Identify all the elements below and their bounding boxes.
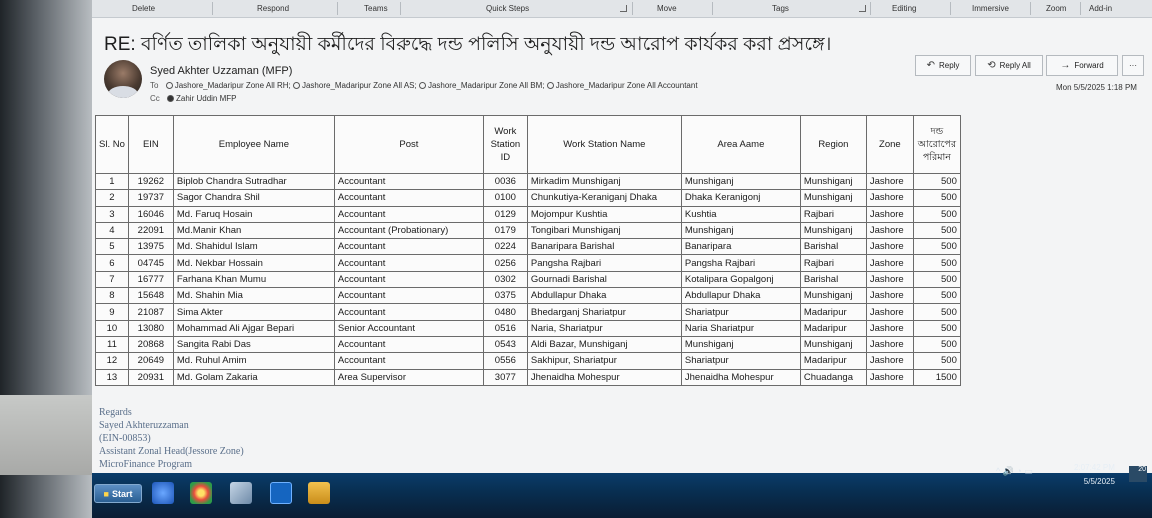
avatar-shirt xyxy=(108,86,138,98)
cell-zone: Jashore xyxy=(866,336,913,352)
reply-all-icon: ⟲ xyxy=(987,60,996,71)
cell-sl: 1 xyxy=(96,174,129,190)
cell-zone: Jashore xyxy=(866,369,913,385)
cell-region: Chuadanga xyxy=(800,369,866,385)
table-row xyxy=(96,304,961,320)
cell-post: Area Supervisor xyxy=(334,369,483,385)
signature-line: (EIN-00853) xyxy=(99,433,151,444)
cell-employee-name: Sagor Chandra Shil xyxy=(173,190,334,206)
recipient[interactable]: Jashore_Madaripur Zone All Accountant xyxy=(555,81,698,90)
cell-work-station-name: Mirkadim Munshiganj xyxy=(527,174,681,190)
file-explorer-icon[interactable] xyxy=(308,482,330,504)
col-header-work-station-id: Work Station ID xyxy=(483,116,527,174)
start-button[interactable] xyxy=(94,484,142,503)
cell-penalty-amount: 500 xyxy=(913,255,960,271)
system-clock[interactable] xyxy=(1074,461,1115,489)
outlook-icon[interactable] xyxy=(270,482,292,504)
table-row xyxy=(96,174,961,190)
signature-line: Regards xyxy=(99,407,132,418)
cell-employee-name: Mohammad Ali Ajgar Bepari xyxy=(173,320,334,336)
employee-table xyxy=(95,115,961,386)
ribbon-group-tags[interactable]: Tags xyxy=(772,4,789,13)
table-row xyxy=(96,239,961,255)
cell-zone: Jashore xyxy=(866,190,913,206)
cell-sl: 12 xyxy=(96,353,129,369)
cell-penalty-amount: 500 xyxy=(913,206,960,222)
photo-bezel-left xyxy=(0,0,92,518)
cell-region: Munshiganj xyxy=(800,288,866,304)
table-row xyxy=(96,190,961,206)
presence-icon xyxy=(166,82,173,89)
cell-penalty-amount: 500 xyxy=(913,353,960,369)
cell-work-station-id: 0516 xyxy=(483,320,527,336)
sender-avatar[interactable] xyxy=(104,60,142,98)
table-row xyxy=(96,255,961,271)
cell-post: Accountant xyxy=(334,353,483,369)
chrome-icon[interactable] xyxy=(190,482,212,504)
presence-icon xyxy=(547,82,554,89)
reply-button[interactable] xyxy=(915,55,971,76)
cell-work-station-id: 0224 xyxy=(483,239,527,255)
signature-line: Assistant Zonal Head(Jessore Zone) xyxy=(99,446,244,457)
cell-employee-name: Sima Akter xyxy=(173,304,334,320)
cell-employee-name: Biplob Chandra Sutradhar xyxy=(173,174,334,190)
cell-sl: 8 xyxy=(96,288,129,304)
cell-ein: 20931 xyxy=(128,369,173,385)
cell-area-name: Dhaka Keranigonj xyxy=(681,190,800,206)
ribbon-group-immersive[interactable]: Immersive xyxy=(972,4,1009,13)
windows-logo-icon: ■ xyxy=(103,488,109,499)
cell-penalty-amount: 500 xyxy=(913,288,960,304)
employee-table-body xyxy=(96,174,961,386)
ribbon-group-delete[interactable]: Delete xyxy=(132,4,156,13)
cell-employee-name: Md.Manir Khan xyxy=(173,222,334,238)
ribbon-separator xyxy=(632,2,633,15)
cell-post: Accountant xyxy=(334,174,483,190)
ribbon-group-respond[interactable]: Respond xyxy=(257,4,290,13)
more-actions-button[interactable] xyxy=(1122,55,1144,76)
cell-zone: Jashore xyxy=(866,222,913,238)
cell-penalty-amount: 500 xyxy=(913,271,960,287)
cell-work-station-name: Chunkutiya-Keraniganj Dhaka xyxy=(527,190,681,206)
cell-employee-name: Md. Ruhul Amim xyxy=(173,353,334,369)
signature-line: MicroFinance Program xyxy=(99,459,193,470)
cell-post: Accountant xyxy=(334,288,483,304)
cell-work-station-name: Bhedarganj Shariatpur xyxy=(527,304,681,320)
cell-post: Accountant (Probationary) xyxy=(334,222,483,238)
presence-icon xyxy=(419,82,426,89)
col-header-penalty-amount: দন্ড আরোপের পরিমান xyxy=(913,116,960,174)
ribbon-separator xyxy=(400,2,401,15)
cell-area-name: Munshiganj xyxy=(681,336,800,352)
cell-zone: Jashore xyxy=(866,271,913,287)
ribbon-group-teams[interactable]: Teams xyxy=(364,4,388,13)
cell-ein: 21087 xyxy=(128,304,173,320)
table-row xyxy=(96,206,961,222)
cell-post: Accountant xyxy=(334,190,483,206)
cell-area-name: Abdullapur Dhaka xyxy=(681,288,800,304)
cell-work-station-id: 0179 xyxy=(483,222,527,238)
cell-region: Rajbari xyxy=(800,255,866,271)
ribbon-separator xyxy=(212,2,213,15)
cell-work-station-name: Sakhipur, Shariatpur xyxy=(527,353,681,369)
cell-post: Senior Accountant xyxy=(334,320,483,336)
cell-post: Accountant xyxy=(334,271,483,287)
cell-region: Madaripur xyxy=(800,320,866,336)
cell-employee-name: Md. Nekbar Hossain xyxy=(173,255,334,271)
table-row xyxy=(96,271,961,287)
cell-penalty-amount: 500 xyxy=(913,336,960,352)
desk-panel xyxy=(0,395,92,475)
cell-area-name: Munshiganj xyxy=(681,222,800,238)
cell-sl: 9 xyxy=(96,304,129,320)
cell-work-station-name: Aldi Bazar, Munshiganj xyxy=(527,336,681,352)
cell-sl: 11 xyxy=(96,336,129,352)
email-signature xyxy=(99,406,244,471)
cell-area-name: Kotalipara Gopalgonj xyxy=(681,271,800,287)
cell-penalty-amount: 500 xyxy=(913,190,960,206)
recipient[interactable]: Jashore_Madaripur Zone All BM; xyxy=(427,81,545,90)
cell-post: Accountant xyxy=(334,255,483,271)
cell-employee-name: Md. Shahin Mia xyxy=(173,288,334,304)
table-row xyxy=(96,320,961,336)
cell-sl: 4 xyxy=(96,222,129,238)
ribbon-separator xyxy=(950,2,951,15)
recipient[interactable]: Jashore_Madaripur Zone All AS; xyxy=(301,81,417,90)
presence-icon xyxy=(167,95,174,102)
cell-area-name: Shariatpur xyxy=(681,304,800,320)
cell-employee-name: Md. Golam Zakaria xyxy=(173,369,334,385)
table-header-row xyxy=(96,116,961,174)
ribbon-separator xyxy=(712,2,713,15)
cell-ein: 13975 xyxy=(128,239,173,255)
col-header-region: Region xyxy=(800,116,866,174)
ribbon xyxy=(92,0,1152,18)
table-row xyxy=(96,353,961,369)
cell-zone: Jashore xyxy=(866,174,913,190)
quick-steps-launcher-icon[interactable] xyxy=(620,5,627,12)
cell-ein: 15648 xyxy=(128,288,173,304)
col-header-ein: EIN xyxy=(128,116,173,174)
clock-time: 2:07:42 PM xyxy=(1074,463,1115,472)
cell-post: Accountant xyxy=(334,206,483,222)
cell-penalty-amount: 500 xyxy=(913,239,960,255)
forward-icon: → xyxy=(1060,60,1071,71)
cell-penalty-amount: 500 xyxy=(913,174,960,190)
cell-sl: 2 xyxy=(96,190,129,206)
col-header-area-name: Area Aame xyxy=(681,116,800,174)
cell-work-station-name: Jhenaidha Mohespur xyxy=(527,369,681,385)
cell-area-name: Jhenaidha Mohespur xyxy=(681,369,800,385)
cell-region: Munshiganj xyxy=(800,336,866,352)
more-icon: ··· xyxy=(1129,61,1137,70)
taskbar xyxy=(92,473,1152,518)
cell-region: Rajbari xyxy=(800,206,866,222)
cell-work-station-id: 0256 xyxy=(483,255,527,271)
cell-ein: 16777 xyxy=(128,271,173,287)
cell-sl: 5 xyxy=(96,239,129,255)
cell-region: Madaripur xyxy=(800,304,866,320)
system-tray[interactable]: ^ 🔊 ◔ ▭ xyxy=(996,466,1033,476)
sender-name[interactable]: Syed Akhter Uzzaman (MFP) xyxy=(150,65,293,77)
cell-area-name: Kushtia xyxy=(681,206,800,222)
ribbon-group-add-in[interactable]: Add-in xyxy=(1089,4,1113,13)
cell-employee-name: Md. Faruq Hosain xyxy=(173,206,334,222)
browser-edge-icon[interactable] xyxy=(152,482,174,504)
to-recipients xyxy=(150,81,698,90)
cell-post: Accountant xyxy=(334,304,483,320)
cell-area-name: Naria Shariatpur xyxy=(681,320,800,336)
forward-button[interactable] xyxy=(1046,55,1118,76)
col-header-sl: Sl. No xyxy=(96,116,129,174)
table-row xyxy=(96,222,961,238)
cell-penalty-amount: 1500 xyxy=(913,369,960,385)
ribbon-group-zoom[interactable]: Zoom xyxy=(1046,4,1067,13)
ribbon-separator xyxy=(1030,2,1031,15)
cell-employee-name: Sangita Rabi Das xyxy=(173,336,334,352)
cell-work-station-id: 0543 xyxy=(483,336,527,352)
cell-penalty-amount: 500 xyxy=(913,320,960,336)
cell-area-name: Pangsha Rajbari xyxy=(681,255,800,271)
cell-work-station-id: 0036 xyxy=(483,174,527,190)
cell-work-station-id: 0480 xyxy=(483,304,527,320)
image-viewer-icon[interactable] xyxy=(230,482,252,504)
cell-zone: Jashore xyxy=(866,320,913,336)
cell-ein: 20868 xyxy=(128,336,173,352)
cell-work-station-id: 3077 xyxy=(483,369,527,385)
cell-sl: 6 xyxy=(96,255,129,271)
forward-label: Forward xyxy=(1074,61,1104,70)
reply-label: Reply xyxy=(938,61,960,70)
cell-sl: 3 xyxy=(96,206,129,222)
cell-region: Munshiganj xyxy=(800,190,866,206)
cell-zone: Jashore xyxy=(866,239,913,255)
col-header-employee-name: Employee Name xyxy=(173,116,334,174)
cell-work-station-name: Abdullapur Dhaka xyxy=(527,288,681,304)
cell-ein: 04745 xyxy=(128,255,173,271)
cell-work-station-id: 0556 xyxy=(483,353,527,369)
cell-work-station-name: Tongibari Munshiganj xyxy=(527,222,681,238)
cell-post: Accountant xyxy=(334,336,483,352)
table-row xyxy=(96,336,961,352)
recipient[interactable]: Zahir Uddin MFP xyxy=(176,94,237,103)
ribbon-separator xyxy=(870,2,871,15)
cell-area-name: Munshiganj xyxy=(681,174,800,190)
col-header-work-station-name: Work Station Name xyxy=(527,116,681,174)
cell-work-station-name: Pangsha Rajbari xyxy=(527,255,681,271)
cell-ein: 19737 xyxy=(128,190,173,206)
cell-ein: 13080 xyxy=(128,320,173,336)
cell-zone: Jashore xyxy=(866,255,913,271)
cell-post: Accountant xyxy=(334,239,483,255)
cell-area-name: Banaripara xyxy=(681,239,800,255)
start-label: Start xyxy=(111,488,133,499)
presence-icon xyxy=(293,82,300,89)
cell-ein: 16046 xyxy=(128,206,173,222)
cell-sl: 10 xyxy=(96,320,129,336)
notification-count-badge[interactable]: 20 xyxy=(1129,466,1147,482)
cell-region: Barishal xyxy=(800,239,866,255)
cell-employee-name: Md. Shahidul Islam xyxy=(173,239,334,255)
table-row xyxy=(96,369,961,385)
cell-work-station-name: Mojompur Kushtia xyxy=(527,206,681,222)
cell-work-station-name: Naria, Shariatpur xyxy=(527,320,681,336)
clock-date: 5/5/2025 xyxy=(1083,477,1115,486)
cell-work-station-id: 0302 xyxy=(483,271,527,287)
tags-launcher-icon[interactable] xyxy=(859,5,866,12)
cell-ein: 20649 xyxy=(128,353,173,369)
signature-line: Sayed Akhteruzzaman xyxy=(99,420,189,431)
cell-region: Barishal xyxy=(800,271,866,287)
ribbon-separator xyxy=(1080,2,1081,15)
col-header-zone: Zone xyxy=(866,116,913,174)
cell-zone: Jashore xyxy=(866,353,913,369)
cell-sl: 7 xyxy=(96,271,129,287)
cell-region: Munshiganj xyxy=(800,174,866,190)
cell-employee-name: Farhana Khan Mumu xyxy=(173,271,334,287)
received-time: Mon 5/5/2025 1:18 PM xyxy=(1056,83,1137,92)
cc-label: Cc xyxy=(150,94,160,103)
reply-icon: ↶ xyxy=(926,60,935,71)
cell-zone: Jashore xyxy=(866,206,913,222)
cell-work-station-id: 0100 xyxy=(483,190,527,206)
cell-ein: 22091 xyxy=(128,222,173,238)
cell-work-station-id: 0129 xyxy=(483,206,527,222)
ribbon-group-quick-steps[interactable]: Quick Steps xyxy=(486,4,530,13)
cell-region: Munshiganj xyxy=(800,222,866,238)
reading-pane xyxy=(92,18,1152,473)
reply-all-button[interactable] xyxy=(975,55,1043,76)
cell-penalty-amount: 500 xyxy=(913,222,960,238)
to-label: To xyxy=(150,81,159,90)
table-row xyxy=(96,288,961,304)
cell-zone: Jashore xyxy=(866,288,913,304)
cell-zone: Jashore xyxy=(866,304,913,320)
ribbon-group-move[interactable]: Move xyxy=(657,4,677,13)
cc-recipients xyxy=(150,94,236,103)
email-subject: RE: বর্ণিত তালিকা অনুযায়ী কর্মীদের বিরুদ্ধে দন্ড পলিসি অনুযায়ী দন্ড আরোপ কার্যকর করা প্রসঙ্গে। xyxy=(104,34,832,55)
cell-work-station-name: Banaripara Barishal xyxy=(527,239,681,255)
cell-penalty-amount: 500 xyxy=(913,304,960,320)
cell-area-name: Shariatpur xyxy=(681,353,800,369)
cell-region: Madaripur xyxy=(800,353,866,369)
cell-ein: 19262 xyxy=(128,174,173,190)
col-header-post: Post xyxy=(334,116,483,174)
cell-sl: 13 xyxy=(96,369,129,385)
cell-work-station-id: 0375 xyxy=(483,288,527,304)
ribbon-separator xyxy=(337,2,338,15)
ribbon-group-editing[interactable]: Editing xyxy=(892,4,917,13)
cell-work-station-name: Gournadi Barishal xyxy=(527,271,681,287)
recipient[interactable]: Jashore_Madaripur Zone All RH; xyxy=(174,81,291,90)
reply-all-label: Reply All xyxy=(999,61,1031,70)
